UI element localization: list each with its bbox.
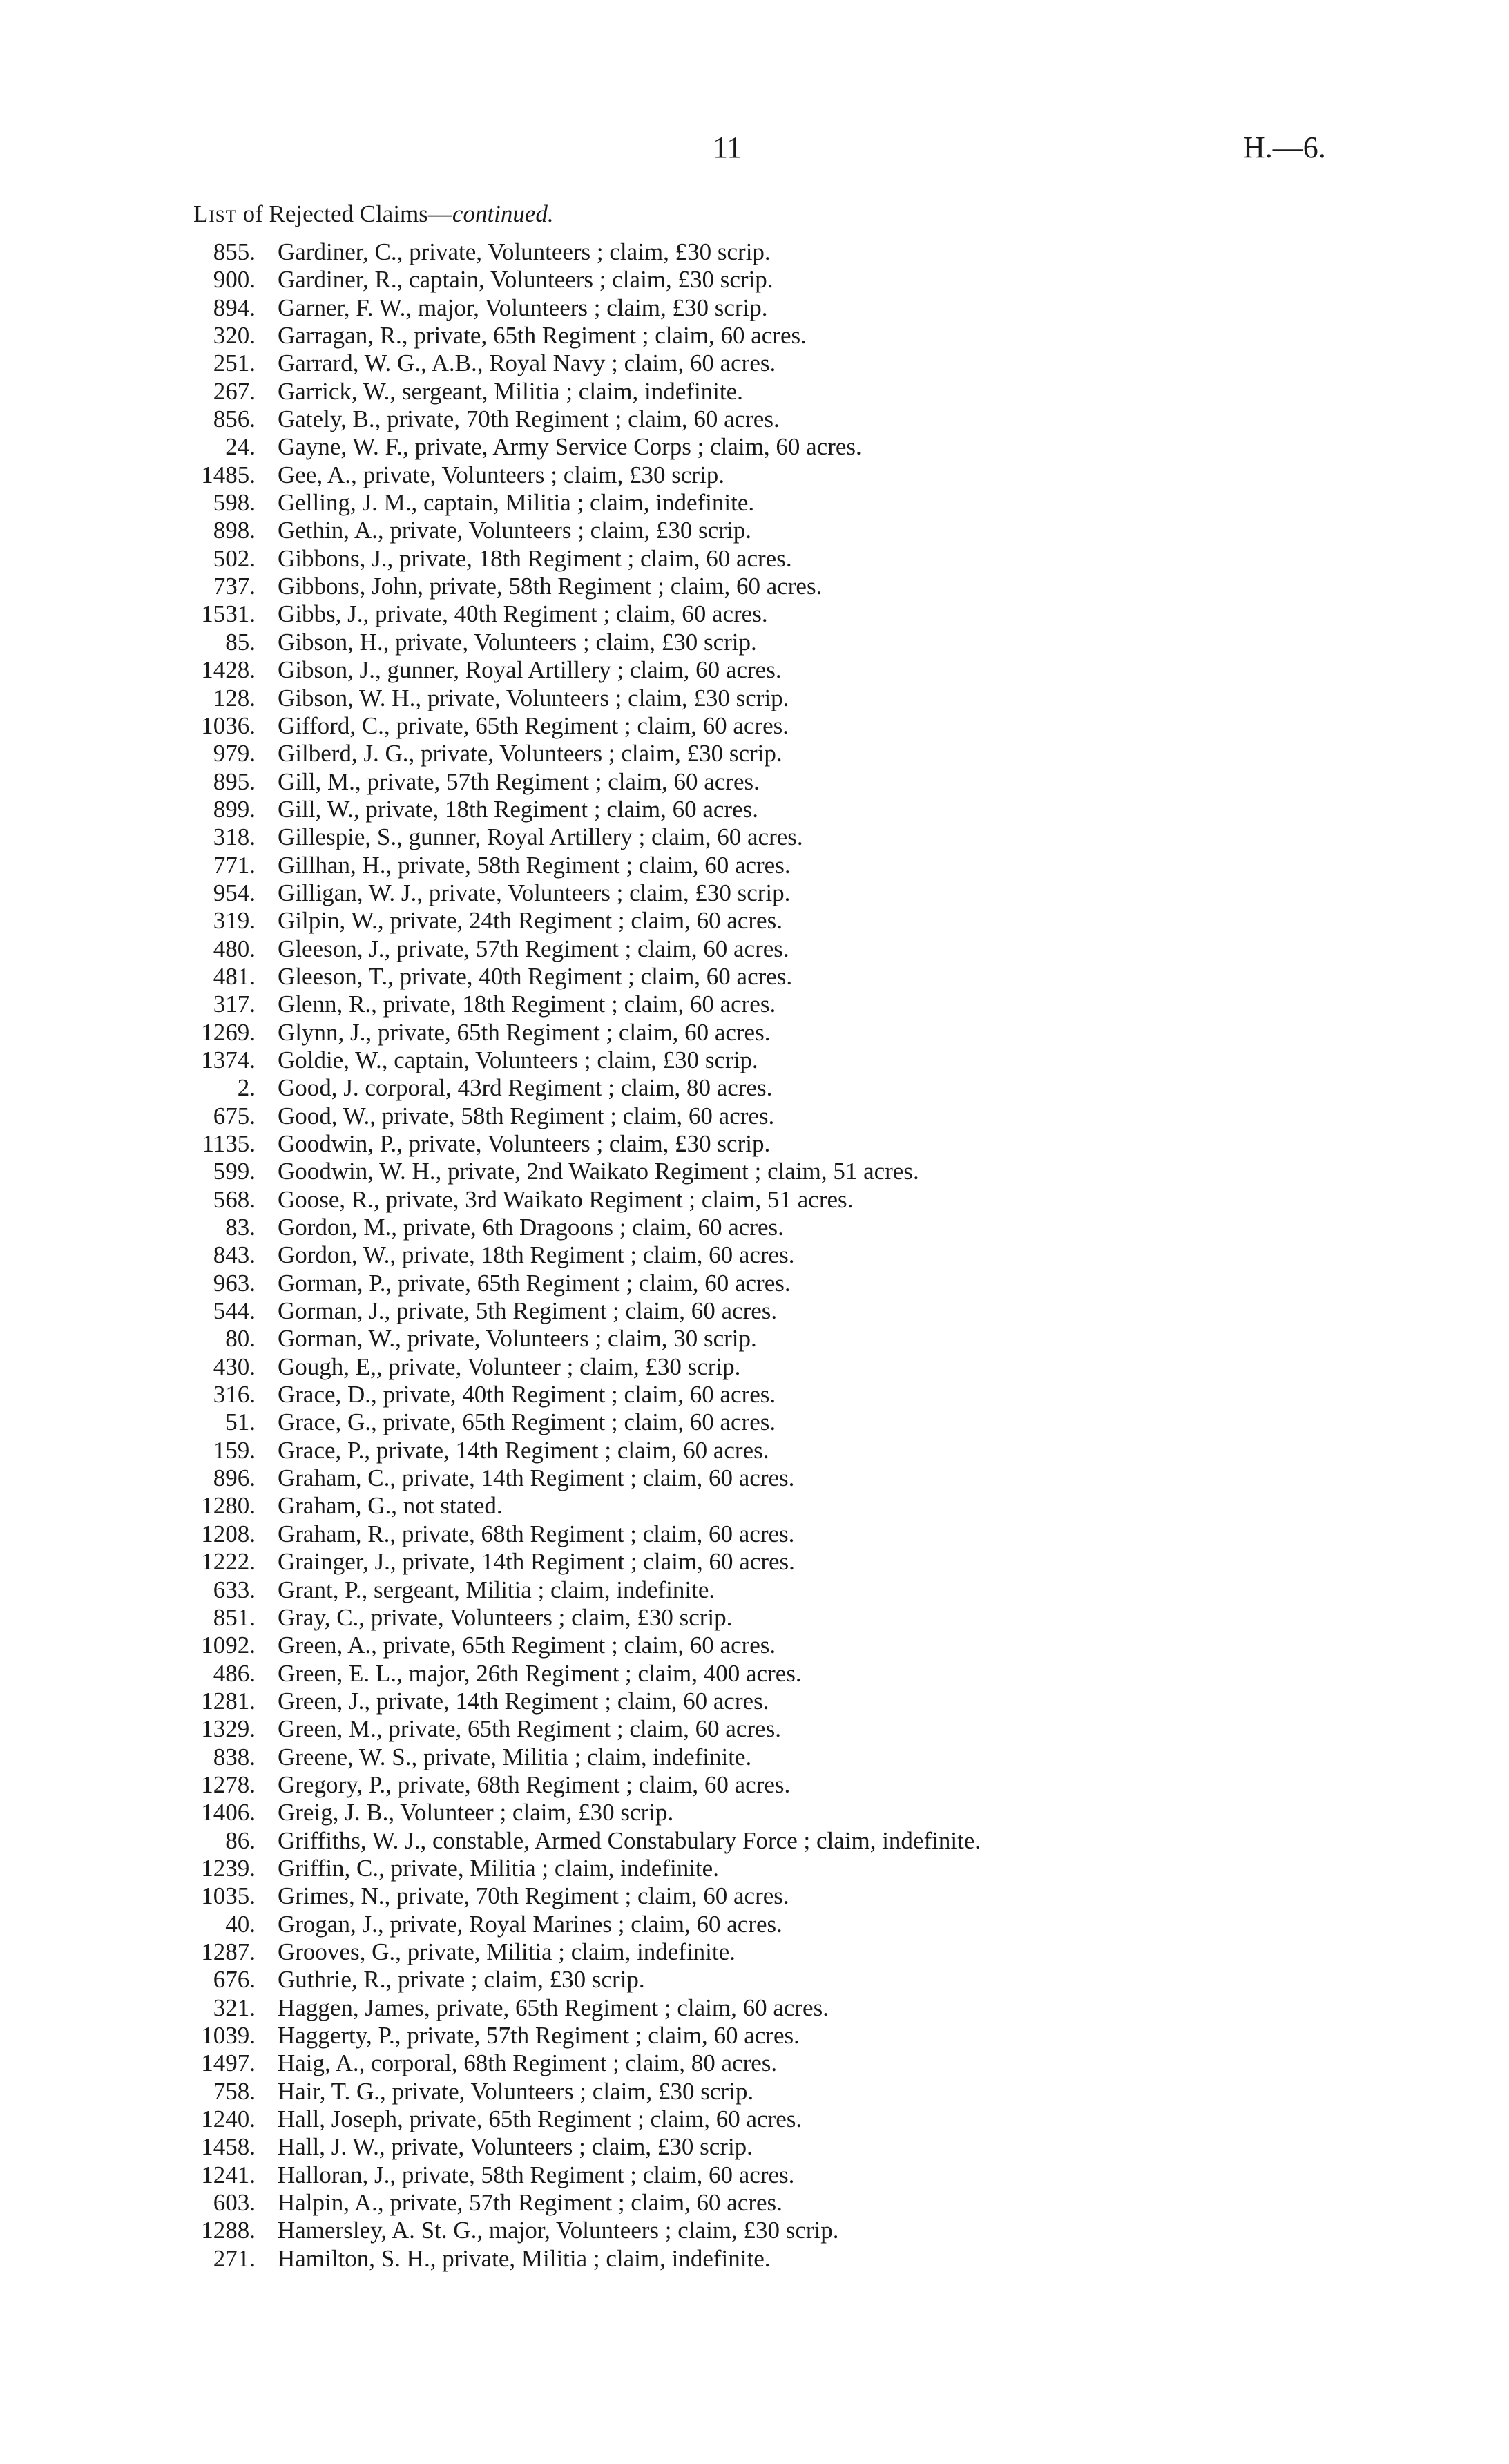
claim-entry bbox=[173, 405, 1485, 433]
claim-number: 83. bbox=[225, 1214, 256, 1241]
claim-number: 856. bbox=[213, 405, 256, 433]
claim-number: 24. bbox=[225, 433, 256, 461]
claim-text: Goodwin, W. H., private, 2nd Waikato Regiment ; claim, 51 acres. bbox=[278, 1158, 919, 1185]
claim-text: Gorman, J., private, 5th Regiment ; claim, 60 acres. bbox=[278, 1297, 778, 1325]
claim-text: Gelling, J. M., captain, Militia ; claim, indefinite. bbox=[278, 489, 755, 517]
rejected-claims-list bbox=[173, 238, 1485, 2273]
claim-text: Greig, J. B., Volunteer ; claim, £30 scrip. bbox=[278, 1799, 674, 1826]
claim-number: 316. bbox=[213, 1381, 256, 1408]
claim-text: Grimes, N., private, 70th Regiment ; claim, 60 acres. bbox=[278, 1882, 789, 1910]
claim-number: 838. bbox=[213, 1743, 256, 1770]
claim-text: Green, A., private, 65th Regiment ; claim, 60 acres. bbox=[278, 1632, 776, 1659]
claim-text: Garrick, W., sergeant, Militia ; claim, indefinite. bbox=[278, 377, 743, 405]
claim-entry bbox=[173, 1911, 1485, 1938]
claim-text: Graham, R., private, 68th Regiment ; claim, 60 acres. bbox=[278, 1520, 795, 1547]
claim-entry bbox=[173, 1548, 1485, 1576]
claim-entry bbox=[173, 2105, 1485, 2133]
claim-entry bbox=[173, 1827, 1485, 1855]
claim-text: Graham, G., not stated. bbox=[278, 1492, 503, 1520]
claim-text: Haggen, James, private, 65th Regiment ; claim, 60 acres. bbox=[278, 1994, 829, 2021]
claim-entry bbox=[173, 1632, 1485, 1659]
claim-text: Gordon, W., private, 18th Regiment ; claim, 60 acres. bbox=[278, 1241, 795, 1269]
claim-number: 1281. bbox=[201, 1687, 256, 1715]
claim-entry bbox=[173, 2078, 1485, 2105]
claim-text: Green, M., private, 65th Regiment ; claim, 60 acres. bbox=[278, 1715, 781, 1743]
claim-number: 159. bbox=[213, 1436, 256, 1464]
claim-number: 1458. bbox=[201, 2133, 256, 2161]
claim-text: Gayne, W. F., private, Army Service Corps ; claim, 60 acres. bbox=[278, 433, 862, 461]
claim-number: 86. bbox=[225, 1826, 256, 1854]
claim-number: 486. bbox=[213, 1659, 256, 1687]
claim-number: 318. bbox=[213, 823, 256, 851]
claim-text: Grant, P., sergeant, Militia ; claim, indefinite. bbox=[278, 1576, 715, 1603]
claim-text: Gillespie, S., gunner, Royal Artillery ; claim, 60 acres. bbox=[278, 823, 803, 851]
claim-text: Guthrie, R., private ; claim, £30 scrip. bbox=[278, 1966, 645, 1994]
claim-entry bbox=[173, 378, 1485, 405]
claim-number: 633. bbox=[213, 1576, 256, 1603]
claim-text: Goldie, W., captain, Volunteers ; claim, £30 scrip. bbox=[278, 1046, 758, 1073]
claim-entry bbox=[173, 545, 1485, 573]
claim-text: Glynn, J., private, 65th Regiment ; claim, 60 acres. bbox=[278, 1018, 771, 1046]
claim-entry bbox=[173, 2133, 1485, 2161]
claim-number: 1092. bbox=[201, 1632, 256, 1659]
claim-entry bbox=[173, 1938, 1485, 1966]
claim-text: Gibson, W. H., private, Volunteers ; claim, £30 scrip. bbox=[278, 684, 789, 711]
claim-number: 895. bbox=[213, 767, 256, 795]
claim-number: 319. bbox=[213, 907, 256, 935]
page-number: 11 bbox=[713, 131, 742, 164]
claim-text: Hamersley, A. St. G., major, Volunteers ; claim, £30 scrip. bbox=[278, 2217, 839, 2244]
claim-entry bbox=[173, 1353, 1485, 1381]
claim-number: 1222. bbox=[201, 1548, 256, 1576]
claim-entry bbox=[173, 1047, 1485, 1074]
claim-text: Grainger, J., private, 14th Regiment ; claim, 60 acres. bbox=[278, 1548, 795, 1576]
claim-number: 1239. bbox=[201, 1854, 256, 1882]
claim-text: Hair, T. G., private, Volunteers ; claim, £30 scrip. bbox=[278, 2077, 754, 2105]
list-heading-italic: continued. bbox=[452, 200, 554, 227]
claim-entry bbox=[173, 1799, 1485, 1826]
claim-entry bbox=[173, 2245, 1485, 2273]
claim-entry bbox=[173, 1994, 1485, 2022]
claim-text: Grogan, J., private, Royal Marines ; claim, 60 acres. bbox=[278, 1910, 782, 1938]
claim-text: Graham, C., private, 14th Regiment ; claim, 60 acres. bbox=[278, 1464, 795, 1492]
claim-number: 1485. bbox=[201, 461, 256, 488]
claim-entry bbox=[173, 1019, 1485, 1047]
claim-text: Grace, D., private, 40th Regiment ; claim, 60 acres. bbox=[278, 1381, 776, 1408]
claim-text: Gleeson, T., private, 40th Regiment ; claim, 60 acres. bbox=[278, 962, 793, 990]
claim-entry bbox=[173, 1270, 1485, 1297]
claim-text: Gray, C., private, Volunteers ; claim, £30 scrip. bbox=[278, 1603, 733, 1631]
claim-entry bbox=[173, 1855, 1485, 1882]
claim-text: Gibbons, J., private, 18th Regiment ; claim, 60 acres. bbox=[278, 544, 792, 572]
claim-number: 40. bbox=[225, 1910, 256, 1938]
claim-number: 128. bbox=[213, 684, 256, 711]
claim-number: 979. bbox=[213, 740, 256, 767]
claim-number: 271. bbox=[213, 2244, 256, 2272]
claim-number: 51. bbox=[225, 1408, 256, 1436]
claim-number: 267. bbox=[213, 377, 256, 405]
claim-number: 1288. bbox=[201, 2217, 256, 2244]
claim-text: Garner, F. W., major, Volunteers ; claim, £30 scrip. bbox=[278, 294, 768, 321]
claim-text: Gordon, M., private, 6th Dragoons ; claim, 60 acres. bbox=[278, 1214, 784, 1241]
claim-text: Gately, B., private, 70th Regiment ; claim, 60 acres. bbox=[278, 405, 780, 433]
claim-number: 894. bbox=[213, 294, 256, 321]
claim-text: Green, E. L., major, 26th Regiment ; claim, 400 acres. bbox=[278, 1659, 802, 1687]
claim-entry bbox=[173, 322, 1485, 350]
claim-text: Gilberd, J. G., private, Volunteers ; claim, £30 scrip. bbox=[278, 740, 782, 767]
claim-entry bbox=[173, 879, 1485, 907]
claim-text: Haig, A., corporal, 68th Regiment ; claim, 80 acres. bbox=[278, 2050, 778, 2077]
claim-number: 598. bbox=[213, 489, 256, 517]
claim-number: 675. bbox=[213, 1102, 256, 1129]
claim-text: Gregory, P., private, 68th Regiment ; claim, 60 acres. bbox=[278, 1770, 791, 1798]
claim-entry bbox=[173, 1520, 1485, 1548]
claim-entry bbox=[173, 1158, 1485, 1185]
claim-text: Good, W., private, 58th Regiment ; claim, 60 acres. bbox=[278, 1102, 775, 1129]
claim-number: 676. bbox=[213, 1966, 256, 1994]
claim-text: Gill, M., private, 57th Regiment ; claim, 60 acres. bbox=[278, 767, 760, 795]
claim-number: 1036. bbox=[201, 711, 256, 739]
claim-number: 599. bbox=[213, 1158, 256, 1185]
claim-entry bbox=[173, 1604, 1485, 1632]
claim-text: Grooves, G., private, Militia ; claim, indefinite. bbox=[278, 1938, 736, 1965]
list-heading-text: of Rejected Claims— bbox=[242, 200, 452, 227]
claim-number: 899. bbox=[213, 795, 256, 823]
claim-entry bbox=[173, 629, 1485, 656]
claim-text: Green, J., private, 14th Regiment ; claim, 60 acres. bbox=[278, 1687, 769, 1715]
claim-entry bbox=[173, 1576, 1485, 1604]
claim-number: 85. bbox=[225, 628, 256, 656]
claim-entry bbox=[173, 991, 1485, 1018]
claim-entry bbox=[173, 685, 1485, 712]
claim-entry bbox=[173, 1074, 1485, 1102]
claim-entry bbox=[173, 1241, 1485, 1269]
claim-number: 1329. bbox=[201, 1715, 256, 1743]
claim-number: 954. bbox=[213, 879, 256, 906]
claim-entry bbox=[173, 238, 1485, 266]
claim-entry bbox=[173, 1325, 1485, 1353]
claim-entry bbox=[173, 823, 1485, 851]
claim-entry bbox=[173, 1186, 1485, 1214]
claim-entry bbox=[173, 1688, 1485, 1715]
claim-number: 1269. bbox=[201, 1018, 256, 1046]
claim-number: 963. bbox=[213, 1269, 256, 1297]
claim-entry bbox=[173, 1744, 1485, 1771]
claim-entry bbox=[173, 1130, 1485, 1158]
claim-text: Gifford, C., private, 65th Regiment ; claim, 60 acres. bbox=[278, 711, 789, 739]
claim-entry bbox=[173, 768, 1485, 796]
claim-entry bbox=[173, 461, 1485, 489]
claim-number: 900. bbox=[213, 266, 256, 294]
claim-text: Griffin, C., private, Militia ; claim, indefinite. bbox=[278, 1854, 719, 1882]
claim-entry bbox=[173, 740, 1485, 767]
claim-number: 1039. bbox=[201, 2022, 256, 2049]
claim-entry bbox=[173, 489, 1485, 517]
claim-text: Glenn, R., private, 18th Regiment ; claim, 60 acres. bbox=[278, 991, 776, 1018]
claim-number: 1241. bbox=[201, 2161, 256, 2188]
claim-number: 317. bbox=[213, 991, 256, 1018]
claim-text: Hamilton, S. H., private, Militia ; claim, indefinite. bbox=[278, 2244, 771, 2272]
claim-entry bbox=[173, 852, 1485, 879]
claim-number: 1428. bbox=[201, 656, 256, 684]
claim-number: 758. bbox=[213, 2077, 256, 2105]
claim-entry bbox=[173, 1408, 1485, 1436]
claim-entry bbox=[173, 712, 1485, 740]
claim-entry bbox=[173, 1102, 1485, 1130]
claim-number: 480. bbox=[213, 935, 256, 962]
claim-text: Gibbons, John, private, 58th Regiment ; claim, 60 acres. bbox=[278, 573, 823, 600]
claim-text: Garragan, R., private, 65th Regiment ; claim, 60 acres. bbox=[278, 322, 807, 350]
claim-number: 1035. bbox=[201, 1882, 256, 1910]
claim-entry bbox=[173, 1464, 1485, 1492]
claim-number: 1240. bbox=[201, 2105, 256, 2133]
claim-entry bbox=[173, 2050, 1485, 2077]
claim-text: Gethin, A., private, Volunteers ; claim, £30 scrip. bbox=[278, 517, 751, 544]
claim-text: Gillhan, H., private, 58th Regiment ; claim, 60 acres. bbox=[278, 851, 791, 879]
claim-number: 1287. bbox=[201, 1938, 256, 1965]
claim-number: 1531. bbox=[201, 600, 256, 628]
claim-text: Haggerty, P., private, 57th Regiment ; claim, 60 acres. bbox=[278, 2022, 800, 2049]
claim-entry bbox=[173, 1297, 1485, 1325]
list-heading bbox=[193, 200, 554, 228]
claim-entry bbox=[173, 1437, 1485, 1464]
claim-text: Gilpin, W., private, 24th Regiment ; claim, 60 acres. bbox=[278, 907, 782, 935]
claim-text: Greene, W. S., private, Militia ; claim, indefinite. bbox=[278, 1743, 752, 1770]
claim-entry bbox=[173, 1492, 1485, 1520]
claim-entry bbox=[173, 350, 1485, 377]
claim-number: 430. bbox=[213, 1353, 256, 1380]
claim-text: Gardiner, C., private, Volunteers ; claim, £30 scrip. bbox=[278, 238, 771, 265]
claim-entry bbox=[173, 656, 1485, 684]
claim-text: Gee, A., private, Volunteers ; claim, £30 scrip. bbox=[278, 461, 725, 488]
claim-entry bbox=[173, 1966, 1485, 1994]
claim-entry bbox=[173, 1771, 1485, 1799]
claim-number: 896. bbox=[213, 1464, 256, 1492]
claim-number: 1135. bbox=[202, 1130, 256, 1157]
list-heading-caps: List bbox=[193, 200, 237, 227]
claim-entry bbox=[173, 573, 1485, 600]
claim-text: Gorman, W., private, Volunteers ; claim, 30 scrip. bbox=[278, 1325, 757, 1353]
claim-number: 321. bbox=[213, 1994, 256, 2021]
claim-number: 1497. bbox=[201, 2050, 256, 2077]
claim-number: 855. bbox=[213, 238, 256, 265]
claim-number: 1374. bbox=[201, 1046, 256, 1073]
claim-entry bbox=[173, 935, 1485, 963]
claim-number: 320. bbox=[213, 322, 256, 350]
claim-text: Gough, E,, private, Volunteer ; claim, £30 scrip. bbox=[278, 1353, 741, 1380]
claim-text: Hall, Joseph, private, 65th Regiment ; claim, 60 acres. bbox=[278, 2105, 802, 2133]
claim-entry bbox=[173, 2022, 1485, 2050]
claim-text: Gill, W., private, 18th Regiment ; claim, 60 acres. bbox=[278, 795, 758, 823]
claim-number: 898. bbox=[213, 517, 256, 544]
claim-entry bbox=[173, 517, 1485, 544]
claim-text: Gardiner, R., captain, Volunteers ; claim, £30 scrip. bbox=[278, 266, 773, 294]
claim-entry bbox=[173, 907, 1485, 935]
claim-entry bbox=[173, 796, 1485, 823]
claim-number: 603. bbox=[213, 2189, 256, 2217]
claim-text: Grace, G., private, 65th Regiment ; claim, 60 acres. bbox=[278, 1408, 776, 1436]
claim-entry bbox=[173, 1660, 1485, 1688]
claim-entry bbox=[173, 433, 1485, 461]
claim-text: Gibson, J., gunner, Royal Artillery ; claim, 60 acres. bbox=[278, 656, 782, 684]
claim-entry bbox=[173, 600, 1485, 628]
claim-text: Gilligan, W. J., private, Volunteers ; claim, £30 scrip. bbox=[278, 879, 791, 906]
claim-text: Garrard, W. G., A.B., Royal Navy ; claim, 60 acres. bbox=[278, 350, 776, 377]
claim-text: Gleeson, J., private, 57th Regiment ; claim, 60 acres. bbox=[278, 935, 789, 962]
claim-text: Good, J. corporal, 43rd Regiment ; claim, 80 acres. bbox=[278, 1074, 773, 1102]
claim-number: 1280. bbox=[201, 1492, 256, 1520]
claim-text: Goodwin, P., private, Volunteers ; claim, £30 scrip. bbox=[278, 1130, 771, 1157]
claim-entry bbox=[173, 1882, 1485, 1910]
claim-number: 737. bbox=[213, 573, 256, 600]
claim-text: Halpin, A., private, 57th Regiment ; claim, 60 acres. bbox=[278, 2189, 782, 2217]
claim-text: Goose, R., private, 3rd Waikato Regiment ; claim, 51 acres. bbox=[278, 1185, 854, 1213]
document-reference: H.—6. bbox=[1243, 131, 1326, 164]
claim-number: 544. bbox=[213, 1297, 256, 1325]
claim-entry bbox=[173, 2189, 1485, 2217]
claim-number: 1208. bbox=[201, 1520, 256, 1547]
claim-text: Griffiths, W. J., constable, Armed Constabulary Force ; claim, indefinite. bbox=[278, 1826, 981, 1854]
claim-entry bbox=[173, 2161, 1485, 2189]
claim-entry bbox=[173, 1715, 1485, 1743]
claim-entry bbox=[173, 294, 1485, 322]
claim-number: 1278. bbox=[201, 1770, 256, 1798]
claim-text: Hall, J. W., private, Volunteers ; claim, £30 scrip. bbox=[278, 2133, 753, 2161]
claim-entry bbox=[173, 963, 1485, 991]
claim-number: 251. bbox=[213, 350, 256, 377]
claim-text: Gibson, H., private, Volunteers ; claim, £30 scrip. bbox=[278, 628, 757, 656]
claim-text: Gorman, P., private, 65th Regiment ; claim, 60 acres. bbox=[278, 1269, 791, 1297]
claim-number: 568. bbox=[213, 1185, 256, 1213]
claim-text: Gibbs, J., private, 40th Regiment ; claim, 60 acres. bbox=[278, 600, 768, 628]
claim-number: 80. bbox=[225, 1325, 256, 1353]
claim-number: 771. bbox=[213, 851, 256, 879]
claim-number: 843. bbox=[213, 1241, 256, 1269]
claim-number: 2. bbox=[237, 1074, 256, 1102]
claim-number: 851. bbox=[213, 1603, 256, 1631]
claim-entry bbox=[173, 266, 1485, 294]
claim-entry bbox=[173, 1214, 1485, 1241]
claim-entry bbox=[173, 1381, 1485, 1408]
claim-number: 502. bbox=[213, 544, 256, 572]
claim-text: Grace, P., private, 14th Regiment ; claim, 60 acres. bbox=[278, 1436, 769, 1464]
claim-number: 1406. bbox=[201, 1799, 256, 1826]
claim-text: Halloran, J., private, 58th Regiment ; claim, 60 acres. bbox=[278, 2161, 795, 2188]
claim-entry bbox=[173, 2217, 1485, 2244]
claim-number: 481. bbox=[213, 962, 256, 990]
